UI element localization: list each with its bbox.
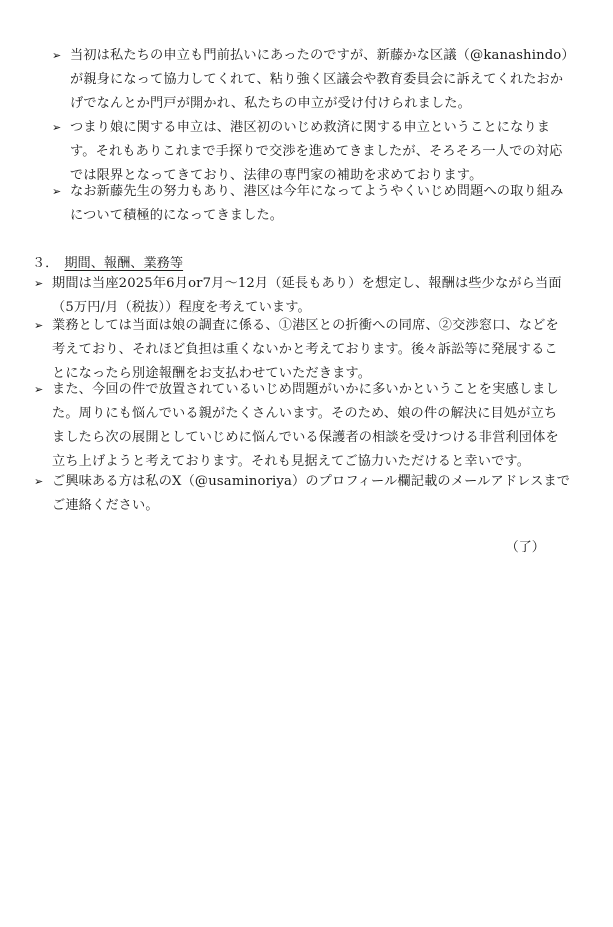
bullet-text: つまり娘に関する申立は、港区初のいじめ救済に関する申立ということになりま す。それもありこれまで手探りで交渉を進めてきましたが、そろそろ一人での対応 では限界となってきており、法律の専門家の補助を求めております。 (70, 120, 563, 183)
arrow-bullet-icon: ➢ (52, 185, 62, 198)
bullet-text: 当初は私たちの申立も門前払いにあったのですが、新藤かな区議（@kanashindo） が親身になって協力してくれて、粘り強く区議会や教育委員会に訴えてくれたおか げでなんとか門戸が開かれ、私たちの申立が受け付けられました。 (70, 48, 575, 111)
bullet-text: 業務としては当面は娘の調査に係る、①港区との折衝への同席、②交渉窓口、などを 考えており、それほど負担は重くないかと考えております。後々訴訟等に発展するこ とになったら別途報酬をお支払わせていただきます。 (52, 318, 559, 381)
bullet-item (52, 116, 562, 188)
arrow-bullet-icon: ➢ (34, 277, 44, 290)
bullet-item (34, 272, 562, 320)
section-number: ３． (32, 256, 59, 271)
arrow-bullet-icon: ➢ (52, 121, 62, 134)
section-title: 期間、報酬、業務等 (64, 256, 184, 271)
closing-mark: （了） (505, 540, 545, 555)
bullet-text: ご興味ある方は私のX（@usaminoriya）のプロフィール欄記載のメールアドレスまで ご連絡ください。 (52, 474, 571, 513)
bullet-text: なお新藤先生の努力もあり、港区は今年になってようやくいじめ問題への取り組み について積極的になってきました。 (70, 184, 564, 223)
bullet-item (34, 314, 559, 386)
bullet-item (34, 470, 570, 518)
arrow-bullet-icon: ➢ (34, 475, 44, 488)
bullet-text: また、今回の件で放置されているいじめ問題がいかに多いかということを実感しまし た。周りにも悩んでいる親がたくさんいます。そのため、娘の件の解決に目処が立ち ましたら次の展開としていじめに悩んでいる保護者の相談を受けつける非営利団体を 立ち上げようと考えております。それも見据えてご協力いただけると幸いです。 (52, 382, 559, 469)
arrow-bullet-icon: ➢ (52, 49, 62, 62)
arrow-bullet-icon: ➢ (34, 319, 44, 332)
bullet-item (52, 44, 575, 116)
bullet-text: 期間は当座2025年6月or7月～12月（延長もあり）を想定し、報酬は些少ながら当面 （5万円/月（税抜））程度を考えています。 (52, 276, 562, 315)
arrow-bullet-icon: ➢ (34, 383, 44, 396)
bullet-item (34, 378, 559, 474)
bullet-item (52, 180, 563, 228)
